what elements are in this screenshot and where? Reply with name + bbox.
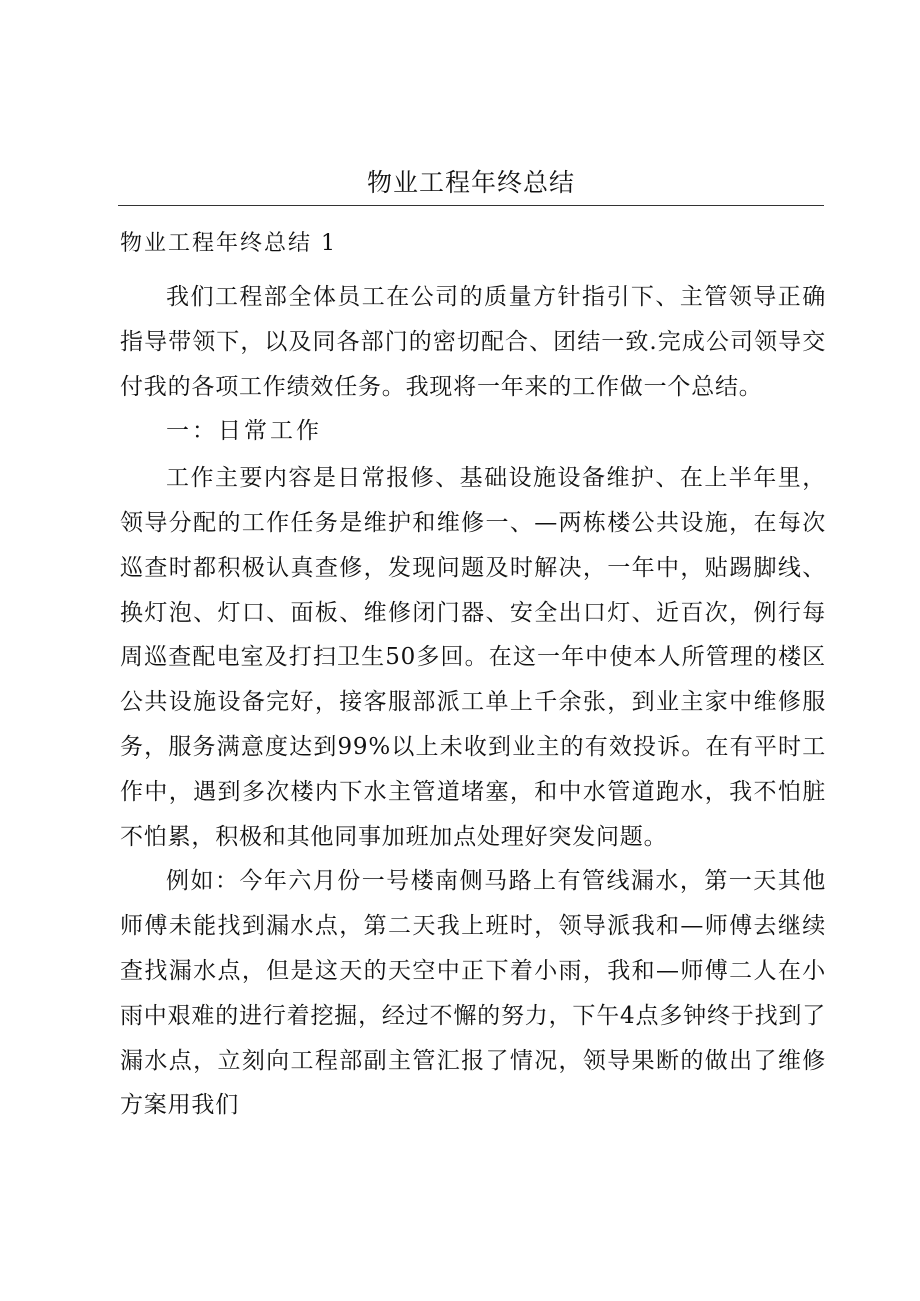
- paragraph-example: 例如：今年六月份一号楼南侧马路上有管线漏水，第一天其他师傅未能找到漏水点，第二天我上班时，领导派我和—师傅去继续查找漏水点，但是这天的天空中正下着小雨，我和—师傅二人在小雨中艰难的进行着挖掘，经过不懈的努力，下午4点多钟终于找到了漏水点，立刻向工程部副主管汇报了情况，领导果断的做出了维修方案用我们: [120, 868, 826, 1119]
- paragraph-daily-work: 工作主要内容是日常报修、基础设施设备维护、在上半年里，领导分配的工作任务是维护和维修一、—两栋楼公共设施，在每次巡查时都积极认真查修，发现问题及时解决，一年中，贴踢脚线、换灯泡、灯口、面板、维修闭门器、安全出口灯、近百次，例行每周巡查配电室及打扫卫生50多回。在这一年中使本人所管理的楼区公共设施设备完好，接客服部派工单上千余张，到业主家中维修服务，服务满意度达到99%以上未收到业主的有效投诉。在有平时工作中，遇到多次楼内下水主管道堵塞，和中水管道跑水，我不怕脏不怕累，积极和其他同事加班加点处理好突发问题。: [120, 465, 826, 850]
- paragraph-intro: 我们工程部全体员工在公司的质量方针指引下、主管领导正确指导带领下，以及同各部门的密切配合、团结一致.完成公司领导交付我的各项工作绩效任务。我现将一年来的工作做一个总结。: [120, 284, 826, 400]
- section-heading: 一：日常工作: [166, 418, 322, 445]
- document-title: 物业工程年终总结: [366, 168, 575, 197]
- title-divider: [118, 205, 824, 206]
- section-subtitle: 物业工程年终总结 1: [120, 231, 337, 256]
- document-body: [120, 275, 826, 1128]
